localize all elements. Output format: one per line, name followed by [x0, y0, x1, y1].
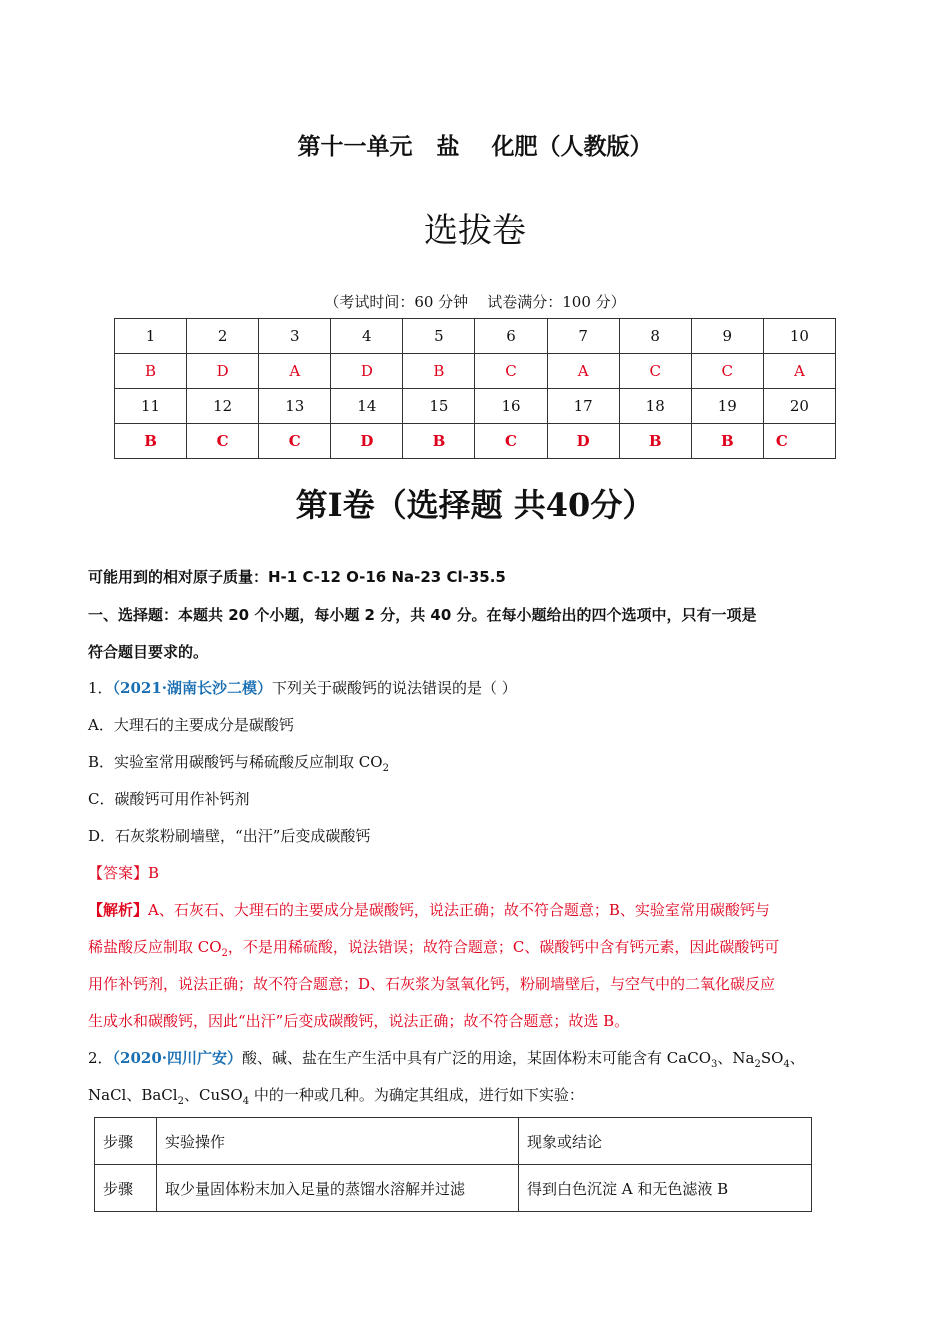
answer-letter: D: [547, 424, 619, 459]
question-source: （2021·湖南长沙二模）: [112, 679, 273, 697]
instructions-line-1: 一、选择题：本题共 20 个小题，每小题 2 分，共 40 分。在每小题给出的四个选项中，只有一项是: [88, 606, 757, 624]
q-number: 17: [547, 389, 619, 424]
header-result: 现象或结论: [519, 1118, 812, 1165]
answer-letter: D: [187, 354, 259, 389]
answer-label: 【答案】: [88, 864, 149, 882]
answer-letter-row: [115, 354, 836, 389]
question-2-stem: 2．（2020·四川广安）酸、碱、盐在生产生活中具有广泛的用途，某固体粉末可能含有 CaCO$_3$、$Na_2SO_4$、: [88, 1049, 805, 1070]
q-number: 5: [403, 319, 475, 354]
atomic-masses: 可能用到的相对原子质量：H-1 C-12 O-16 Na-23 Cl-35.5: [88, 568, 506, 586]
unit-title: 第十一单元 盐 化肥（人教版）: [297, 134, 653, 160]
experiment-header-row: [95, 1118, 812, 1165]
q-number: 2: [187, 319, 259, 354]
option-b: B．实验室常用碳酸钙与稀硫酸反应制取 $CO_2$: [88, 753, 389, 774]
question-2-stem-line-2: NaCl、BaCl$_2$、CuSO$_4$ 中的一种或几种。为确定其组成，进行如下实验：: [88, 1086, 584, 1107]
answer-line: [88, 862, 159, 883]
paper-type-title: 选拔卷: [424, 211, 526, 251]
option-d: D．石灰浆粉刷墙壁，“出汗”后变成碳酸钙: [88, 827, 371, 845]
answer-number-row: [115, 319, 836, 354]
q-number: 13: [259, 389, 331, 424]
option-c: C．碳酸钙可用作补钙剂: [88, 790, 250, 808]
answer-letter: B: [115, 424, 187, 459]
answer-letter: C: [187, 424, 259, 459]
q-number: 8: [619, 319, 691, 354]
option-a: A．大理石的主要成分是碳酸钙: [88, 716, 294, 734]
answer-number-row: [115, 389, 836, 424]
instructions-line-2: 符合题目要求的。: [88, 643, 209, 661]
q-number: 7: [547, 319, 619, 354]
analysis-line-2: 稀盐酸反应制取 $CO_2$，不是用稀硫酸，说法错误；故符合题意；C、碳酸钙中含有钙元素，因此碳酸钙可: [88, 938, 780, 959]
exam-info: （考试时间：60 分钟 试卷满分：100 分）: [324, 293, 626, 311]
q-number: 11: [115, 389, 187, 424]
header-operation: 实验操作: [157, 1118, 519, 1165]
answer-letter: C: [691, 354, 763, 389]
analysis-line-3: 用作补钙剂，说法正确；故不符合题意；D、石灰浆为氢氧化钙，粉刷墙壁后，与空气中的二氧化碳反应: [88, 975, 776, 993]
section-title: 第Ⅰ卷（选择题 共40分）: [295, 486, 655, 524]
q-number: 20: [763, 389, 835, 424]
q-number: 15: [403, 389, 475, 424]
answer-letter: A: [259, 354, 331, 389]
experiment-row: [95, 1165, 812, 1212]
q-number: 18: [619, 389, 691, 424]
answer-letter: B: [691, 424, 763, 459]
q-number: 6: [475, 319, 547, 354]
answer-value: B: [148, 864, 160, 882]
cell-result: 得到白色沉淀 A 和无色滤液 B: [519, 1165, 812, 1212]
header-step: 步骤: [95, 1118, 157, 1165]
q-number: 3: [259, 319, 331, 354]
answer-letter: C: [619, 354, 691, 389]
answer-letter: B: [115, 354, 187, 389]
question-number: 2．: [88, 1049, 113, 1067]
answer-letter: B: [619, 424, 691, 459]
answer-letter: C: [475, 354, 547, 389]
question-text: 下列关于碳酸钙的说法错误的是（ ）: [272, 679, 517, 697]
answer-letter: C: [763, 424, 835, 459]
analysis-line-1: 【解析】A、石灰石、大理石的主要成分是碳酸钙，说法正确；故不符合题意；B、实验室常用碳酸钙与: [88, 901, 770, 919]
analysis-line-4: 生成水和碳酸钙，因此“出汗”后变成碳酸钙，说法正确；故不符合题意；故选 B。: [88, 1012, 630, 1030]
q-number: 9: [691, 319, 763, 354]
answer-letter: A: [763, 354, 835, 389]
cell-step: 步骤: [95, 1165, 157, 1212]
answer-letter: D: [331, 354, 403, 389]
q-number: 12: [187, 389, 259, 424]
answer-letter: A: [547, 354, 619, 389]
answer-letter: B: [403, 424, 475, 459]
q-number: 10: [763, 319, 835, 354]
question-1-stem: [88, 677, 517, 698]
question-source: （2020·四川广安）: [112, 1049, 243, 1067]
cell-operation: 取少量固体粉末加入足量的蒸馏水溶解并过滤: [157, 1165, 519, 1212]
experiment-table: [94, 1117, 812, 1212]
answer-letter: C: [259, 424, 331, 459]
q-number: 14: [331, 389, 403, 424]
answer-letter: D: [331, 424, 403, 459]
question-number: 1．: [88, 679, 113, 697]
answer-letter: C: [475, 424, 547, 459]
q-number: 16: [475, 389, 547, 424]
answer-letter: B: [403, 354, 475, 389]
analysis-label: 【解析】: [88, 901, 149, 919]
answer-letter-row: [115, 424, 836, 459]
q-number: 1: [115, 319, 187, 354]
answer-key-table: [114, 318, 836, 459]
q-number: 4: [331, 319, 403, 354]
q-number: 19: [691, 389, 763, 424]
